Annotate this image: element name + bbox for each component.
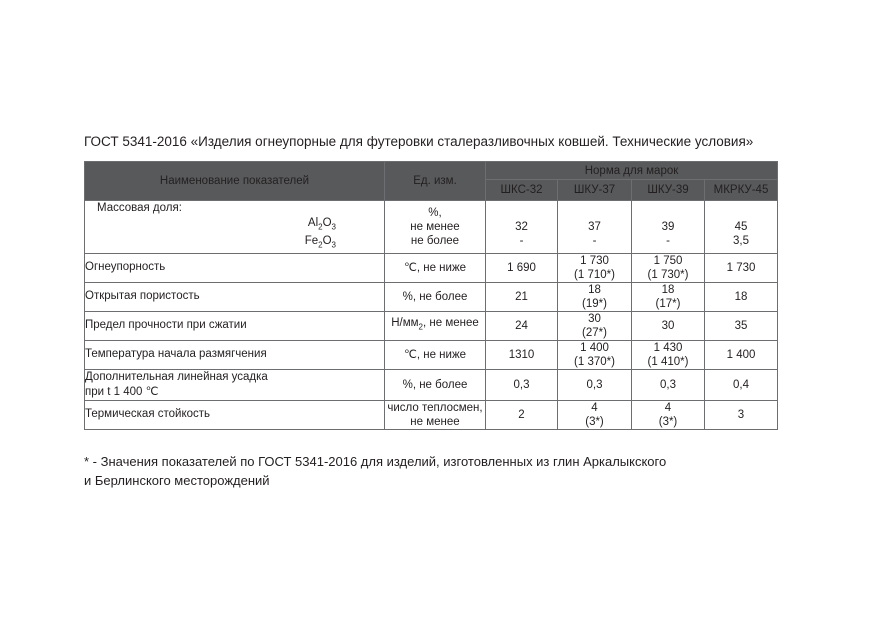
- row-value-cell: [486, 369, 558, 400]
- table-header: [85, 162, 778, 201]
- value-secondary: (3*): [658, 415, 678, 428]
- row-value-cell: [705, 400, 778, 429]
- column-header-mark-2: ШКУ-37: [558, 180, 632, 201]
- footnote-line-1: * - Значения показателей по ГОСТ 5341-2016 для изделий, изготовленных из глин Аркалыкского: [84, 454, 667, 469]
- value-primary: 18: [734, 290, 748, 303]
- row-value-cell: [558, 253, 632, 282]
- footnote-line-2: и Берлинского месторождений: [84, 473, 270, 488]
- value-primary: 1 730: [580, 254, 609, 267]
- row-label-softening-temperature: Температура начала размягчения: [85, 340, 385, 369]
- row-value-cell: [632, 311, 705, 340]
- table-row: [85, 369, 778, 400]
- row-label-open-porosity: Открытая пористость: [85, 282, 385, 311]
- row-value-cell: [705, 369, 778, 400]
- value-primary: 1 750: [653, 254, 683, 267]
- row-label-fe2o3: $Fe_2O_3$: [304, 235, 336, 250]
- row-value-cell: [486, 201, 558, 254]
- value-primary: 32: [515, 220, 528, 233]
- value-primary: 30: [661, 319, 675, 332]
- value-primary: 39: [661, 220, 675, 233]
- table-header-row-1: [85, 162, 778, 180]
- row-unit: [385, 400, 486, 429]
- footnote: [84, 452, 804, 490]
- value-secondary: (27*): [582, 326, 607, 339]
- column-header-mark-3: ШКУ-39: [632, 180, 705, 201]
- row-value-cell: [632, 201, 705, 254]
- row-unit: $Н/мм_2$, не менее: [385, 311, 486, 340]
- value-secondary: (1 710*): [574, 268, 615, 281]
- table-row: [85, 282, 778, 311]
- row-label-line2: при t 1 400 ℃: [85, 385, 159, 398]
- row-unit: ℃, не ниже: [385, 340, 486, 369]
- value-primary: 2: [518, 408, 525, 421]
- row-unit: %, не более: [385, 282, 486, 311]
- row-unit-line2: не менее: [410, 220, 460, 233]
- value-secondary: (17*): [655, 297, 681, 310]
- column-header-mark-1: ШКС-32: [486, 180, 558, 201]
- value-primary: 18: [661, 283, 675, 296]
- row-label-al2o3: $Al_2O_3$: [307, 217, 336, 232]
- row-value-cell: [558, 201, 632, 254]
- row-unit-line1: %,: [428, 206, 442, 219]
- value-secondary: (19*): [582, 297, 607, 310]
- row-unit-line1: число теплосмен,: [387, 401, 483, 414]
- row-label-additional-shrinkage: [85, 369, 385, 400]
- value-primary: 1 400: [726, 348, 756, 361]
- row-value-cell: [486, 400, 558, 429]
- value-primary: 0,4: [733, 378, 749, 391]
- value-secondary: (1 410*): [647, 355, 689, 368]
- row-value-cell: [705, 282, 778, 311]
- specification-table: [84, 161, 778, 430]
- value-secondary: -: [519, 234, 524, 247]
- row-value-cell: [558, 311, 632, 340]
- value-primary: 4: [664, 401, 672, 414]
- value-primary: 37: [588, 220, 601, 233]
- row-value-cell: [632, 369, 705, 400]
- value-primary: 4: [591, 401, 598, 414]
- row-value-cell: [486, 340, 558, 369]
- row-unit: %, не более: [385, 369, 486, 400]
- column-header-name: Наименование показателей: [85, 162, 385, 201]
- row-label-line1: Дополнительная линейная усадка: [85, 370, 268, 383]
- value-primary: 24: [515, 319, 528, 332]
- row-unit-line3: не более: [410, 234, 460, 247]
- value-primary: 18: [588, 283, 601, 296]
- row-label-mass-fraction: [85, 201, 385, 254]
- row-value-cell: [705, 311, 778, 340]
- row-unit-line2: не менее: [410, 415, 460, 428]
- column-header-mark-4: МКРКУ-45: [705, 180, 778, 201]
- value-primary: 1 730: [726, 261, 756, 274]
- value-primary: 30: [588, 312, 601, 325]
- row-value-cell: [486, 253, 558, 282]
- value-primary: 45: [734, 220, 748, 233]
- row-value-cell: [632, 253, 705, 282]
- row-label-thermal-resistance: Термическая стойкость: [85, 400, 385, 429]
- row-value-cell: [558, 282, 632, 311]
- value-secondary: -: [666, 234, 670, 247]
- value-secondary: -: [592, 234, 597, 247]
- row-value-cell: [558, 400, 632, 429]
- row-value-cell: [632, 340, 705, 369]
- column-header-unit: Ед. изм.: [385, 162, 486, 201]
- value-secondary: 3,5: [733, 234, 749, 247]
- row-label-text: Массовая доля:: [97, 202, 182, 214]
- value-primary: 21: [515, 290, 528, 303]
- page-title: ГОСТ 5341-2016 «Изделия огнеупорные для футеровки сталеразливочных ковшей. Технические условия»: [84, 134, 754, 149]
- row-value-cell: [558, 340, 632, 369]
- row-value-cell: [705, 253, 778, 282]
- row-value-cell: [705, 340, 778, 369]
- value-primary: 1 400: [580, 341, 609, 354]
- value-primary: 1 430: [653, 341, 683, 354]
- row-unit: [385, 201, 486, 254]
- row-value-cell: [705, 201, 778, 254]
- value-primary: 0,3: [660, 378, 676, 391]
- row-value-cell: [632, 400, 705, 429]
- table-body: [85, 201, 778, 430]
- value-primary: 0,3: [586, 378, 603, 391]
- row-unit: ℃, не ниже: [385, 253, 486, 282]
- table-row: [85, 311, 778, 340]
- table-row: [85, 201, 778, 254]
- row-label-compressive-strength: Предел прочности при сжатии: [85, 311, 385, 340]
- row-value-cell: [486, 282, 558, 311]
- table-row: [85, 340, 778, 369]
- table-row: [85, 253, 778, 282]
- table-row: [85, 400, 778, 429]
- row-label-refractoriness: Огнеупорность: [85, 253, 385, 282]
- value-primary: 0,3: [513, 378, 530, 391]
- value-secondary: (1 370*): [574, 355, 615, 368]
- value-secondary: (3*): [585, 415, 604, 428]
- value-primary: 35: [734, 319, 748, 332]
- value-secondary: (1 730*): [647, 268, 689, 281]
- value-primary: 1 690: [507, 261, 536, 274]
- row-value-cell: [632, 282, 705, 311]
- value-primary: 3: [737, 408, 745, 421]
- row-value-cell: [558, 369, 632, 400]
- value-primary: 1310: [508, 348, 535, 361]
- row-value-cell: [486, 311, 558, 340]
- column-header-norm-group: Норма для марок: [486, 162, 778, 180]
